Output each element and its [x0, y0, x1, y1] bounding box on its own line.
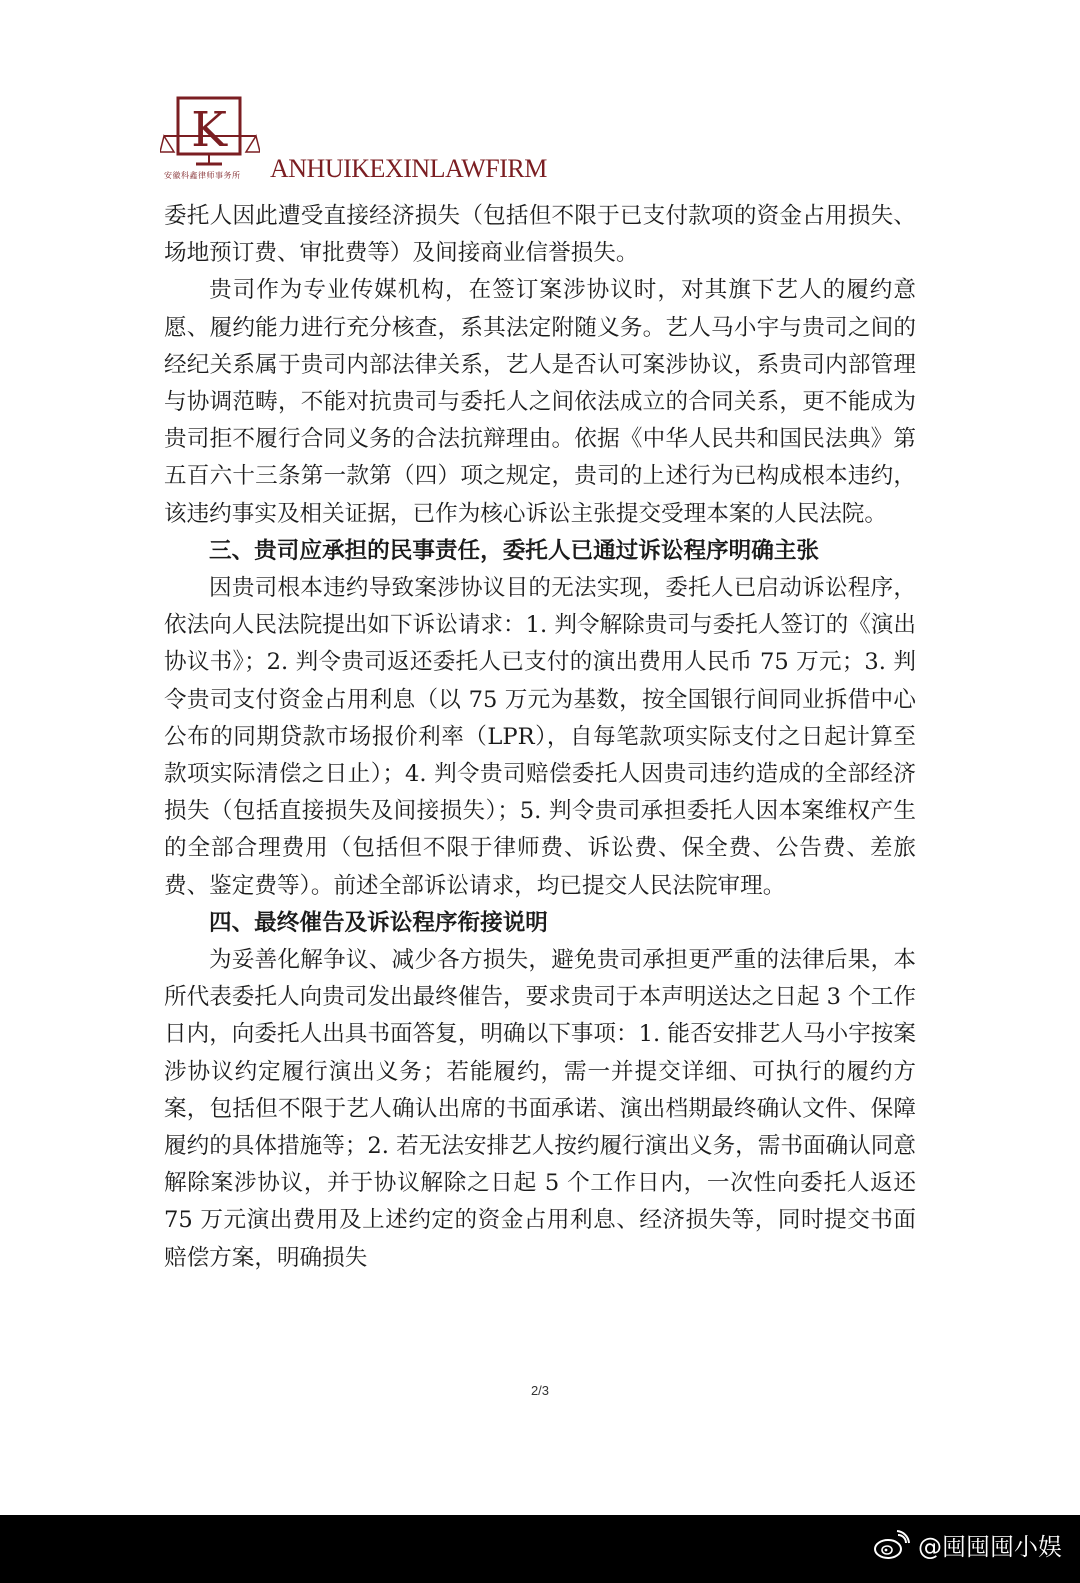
paragraph: 委托人因此遭受直接经济损失（包括但不限于已支付款项的资金占用损失、场地预订费、审批费等）及间接商业信誉损失。: [164, 203, 916, 267]
section-heading: 三、贵司应承担的民事责任，委托人已通过诉讼程序明确主张: [209, 537, 820, 564]
letterhead: [160, 96, 680, 191]
weibo-watermark: [872, 1527, 1062, 1562]
paragraph: 因贵司根本违约导致案涉协议目的无法实现，委托人已启动诉讼程序，依法向人民法院提出如下诉讼请求：1. 判令解除贵司与委托人签订的《演出协议书》；2. 判令贵司返还委托人已支付的演出费用人民币 75 万元；3. 判令贵司支付资金占用利息（以 75 万元为基数，按全国银行间同业拆借中心公布的同期贷款市场报价利率（LPR），自每笔款项实际支付之日起计算至款项实际清偿之日止）；4. 判令贵司赔偿委托人因贵司违约造成的全部经济损失（包括直接损失及间接损失）；5. 判令贵司承担委托人因本案维权产生的全部合理费用（包括但不限于律师费、诉讼费、保全费、公告费、差旅费、鉴定费等）。前述全部诉讼请求，均已提交人民法院审理。: [164, 575, 916, 899]
letter-body: [164, 198, 916, 1277]
paragraph: 贵司作为专业传媒机构，在签订案涉协议时，对其旗下艺人的履约意愿、履约能力进行充分核查，系其法定附随义务。艺人马小宇与贵司之间的经纪关系属于贵司内部法律关系，艺人是否认可案涉协议，系贵司内部管理与协调范畴，不能对抗贵司与委托人之间依法成立的合同关系，更不能成为贵司拒不履行合同义务的合法抗辩理由。依据《中华人民共和国民法典》第五百六十三条第一款第（四）项之规定，贵司的上述行为已构成根本违约，该违约事实及相关证据，已作为核心诉讼主张提交受理本案的人民法院。: [164, 277, 916, 527]
paragraph: 为妥善化解争议、减少各方损失，避免贵司承担更严重的法律后果，本所代表委托人向贵司发出最终催告，要求贵司于本声明送达之日起 3 个工作日内，向委托人出具书面答复，明确以下事项：1. 能否安排艺人马小宇按案涉协议约定履行演出义务；若能履约，需一并提交详细、可执行的履约方案，包括但不限于艺人确认出席的书面承诺、演出档期最终确认文件、保障履约的具体措施等；2. 若无法安排艺人按约履行演出义务，需书面确认同意解除案涉协议，并于协议解除之日起 5 个工作日内，一次性向委托人返还 75 万元演出费用及上述约定的资金占用利息、经济损失等，同时提交书面赔偿方案，明确损失: [164, 947, 916, 1271]
firm-name-chinese: 安徽科鑫律师事务所: [164, 171, 241, 180]
law-firm-logo: [160, 96, 260, 168]
page-number: 2/3: [530, 1383, 550, 1398]
section-heading: 四、最终催告及诉讼程序衔接说明: [209, 909, 548, 936]
firm-name-english: ANHUIKEXINLAWFIRM: [270, 154, 547, 183]
logo-letter: K: [191, 102, 227, 158]
watermark-handle: @囤囤囤小娱: [918, 1533, 1062, 1561]
weibo-icon: [872, 1529, 910, 1561]
